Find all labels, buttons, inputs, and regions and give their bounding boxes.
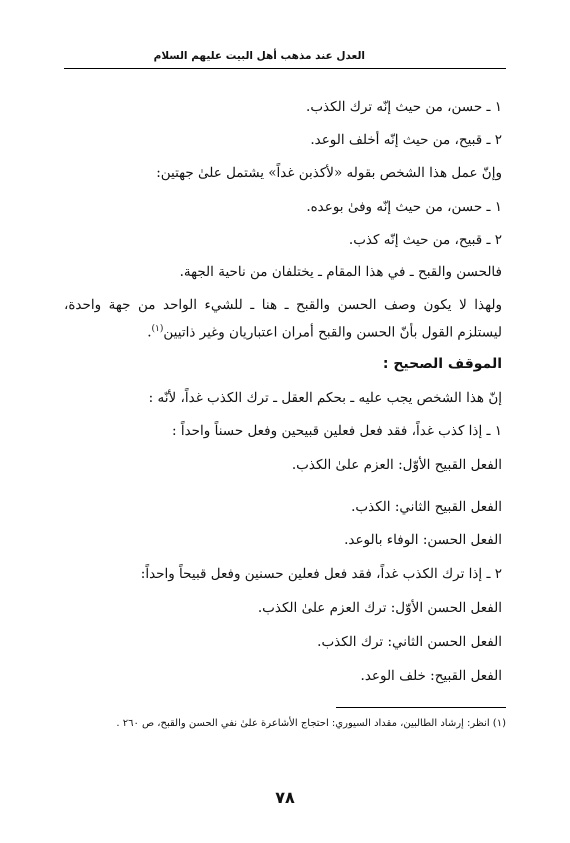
body-line: ١ ـ إذا كذب غداً، فقد فعل فعلين قبيحين وفعل حسناً واحداً : (172, 423, 502, 439)
body-line-end: . (147, 324, 152, 341)
body-line: الفعل الحسن الأوّل: ترك العزم علىٰ الكذب. (257, 600, 502, 616)
body-line: الفعل الحسن: الوفاء بالوعد. (344, 532, 502, 548)
body-line: ٢ ـ إذا ترك الكذب غداً، فقد فعل فعلين حسنين وفعل قبيحاً واحداً: (140, 566, 502, 582)
section-heading: الموقف الصحيح : (382, 356, 502, 372)
page-number: ٧٨ (275, 788, 295, 807)
body-line: ولهذا لا يكون وصف الحسن والقبح ـ هنا ـ للشيء الواحد من جهة واحدة، (64, 297, 502, 313)
body-line: ١ ـ حسن، من حيث إنّه وفىٰ بوعده. (306, 199, 502, 215)
body-line: ١ ـ حسن، من حيث إنّه ترك الكذب. (306, 99, 502, 115)
body-line: إنّ هذا الشخص يجب عليه ـ بحكم العقل ـ ترك الكذب غداً، لأنّه : (148, 390, 502, 406)
body-line: الفعل الحسن الثاني: ترك الكذب. (317, 634, 502, 650)
body-line: ٢ ـ قبيح، من حيث إنّه كذب. (348, 232, 502, 248)
body-line: فالحسن والقبح ـ في هذا المقام ـ يختلفان من ناحية الجهة. (179, 264, 502, 280)
body-line: وإنّ عمل هذا الشخص بقوله «لأكذبن غداً» يشتمل علىٰ جهتين: (156, 165, 502, 181)
body-line: الفعل القبيح الثاني: الكذب. (351, 499, 502, 515)
header-rule (64, 68, 506, 69)
running-header-title: العدل عند مذهب أهل البيت عليهم السلام (153, 50, 365, 62)
body-line: الفعل القبيح الأوّل: العزم علىٰ الكذب. (291, 457, 502, 473)
body-line: الفعل القبيح: خلف الوعد. (360, 668, 502, 684)
footnote-rule (336, 707, 506, 708)
body-line: ٢ ـ قبيح، من حيث إنّه أخلف الوعد. (310, 132, 502, 148)
body-line-text: ليستلزم القول بأنّ الحسن والقبح أمران اعتباريان وغير ذاتيين (163, 324, 502, 341)
footnote-marker: (١) (151, 324, 164, 334)
footnote: (١) انظر: إرشاد الطالبين، مقداد السيوري: احتجاج الأشاعرة علىٰ نفي الحسن والقبح، ص ٢٦٠ . (116, 718, 506, 729)
body-line (147, 320, 502, 342)
